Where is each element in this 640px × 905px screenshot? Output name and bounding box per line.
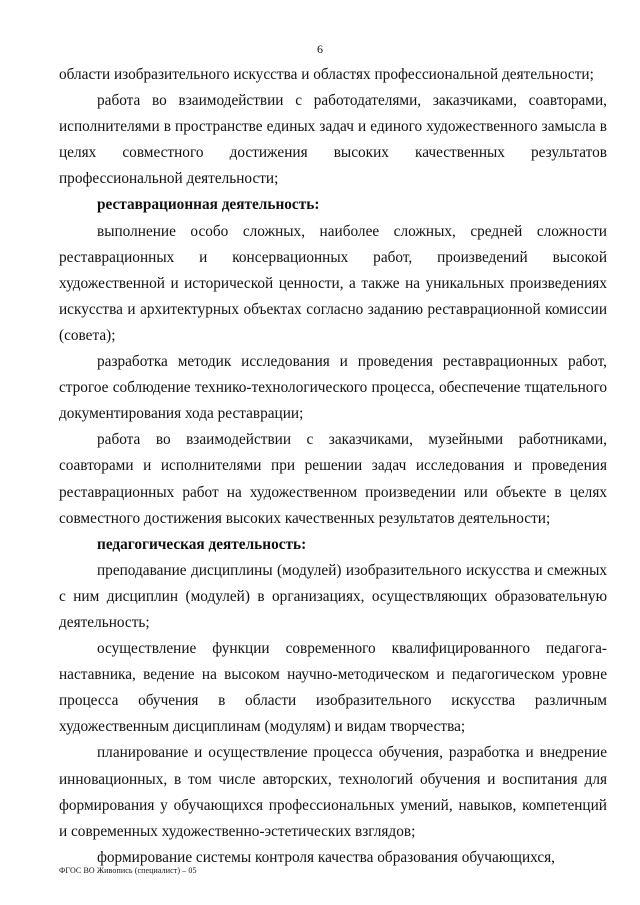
paragraph: разработка методик исследования и проведения реставрационных работ, строгое соблюдение технико-технологического процесса, обеспечение тщательного документирования хода реставрации; — [59, 353, 607, 423]
page-footer: ФГОС ВО Живопись (специалист) – 05 — [59, 866, 197, 875]
paragraph: работа во взаимодействии с заказчиками, музейными работниками, соавторами и исполнителями при решении задач исследования и проведения реставрационных работ на художественном произведении или объекте в целях совместного достижения высоких качественных результатов деятельности; — [59, 431, 607, 527]
paragraph: области изобразительного искусства и областях профессиональной деятельности; — [59, 66, 594, 83]
paragraph: выполнение особо сложных, наиболее сложных, средней сложности реставрационных и консервационных работ, произведений высокой художественной и исторической ценности, а также на уникальных произведениях искусства и архитектурных объектах согласно заданию реставрационной комиссии (совета); — [59, 222, 607, 344]
paragraph: формирование системы контроля качества образования обучающихся, — [97, 848, 556, 866]
paragraph: осуществление функции современного квалифицированного педагога-наставника, ведение на высоком научно-методическом и педагогическом уровне процесса обучения в области изобразительного искусства различным художественным дисциплинам (модулям) и видам творчества; — [59, 640, 607, 736]
paragraph: преподавание дисциплины (модулей) изобразительного искусства и смежных с ним дисциплин (модулей) в организациях, осуществляющих образовательную деятельность; — [59, 561, 607, 631]
paragraph: работа во взаимодействии с работодателями, заказчиками, соавторами, исполнителями в пространстве единых задач и единого художественного замысла в целях совместного достижения высоких качественных результатов профессиональной деятельности; — [59, 92, 607, 188]
section-heading: реставрационная деятельность: — [97, 196, 320, 214]
page-number: 6 — [317, 42, 323, 56]
section-heading: педагогическая деятельность: — [97, 535, 307, 553]
document-body — [59, 62, 607, 871]
paragraph: планирование и осуществление процесса обучения, разработка и внедрение инновационных, в том числе авторских, технологий обучения и воспитания для формирования у обучающихся профессиональных умений, навыков, компетенций и современных художественно-эстетических взглядов; — [59, 744, 607, 840]
